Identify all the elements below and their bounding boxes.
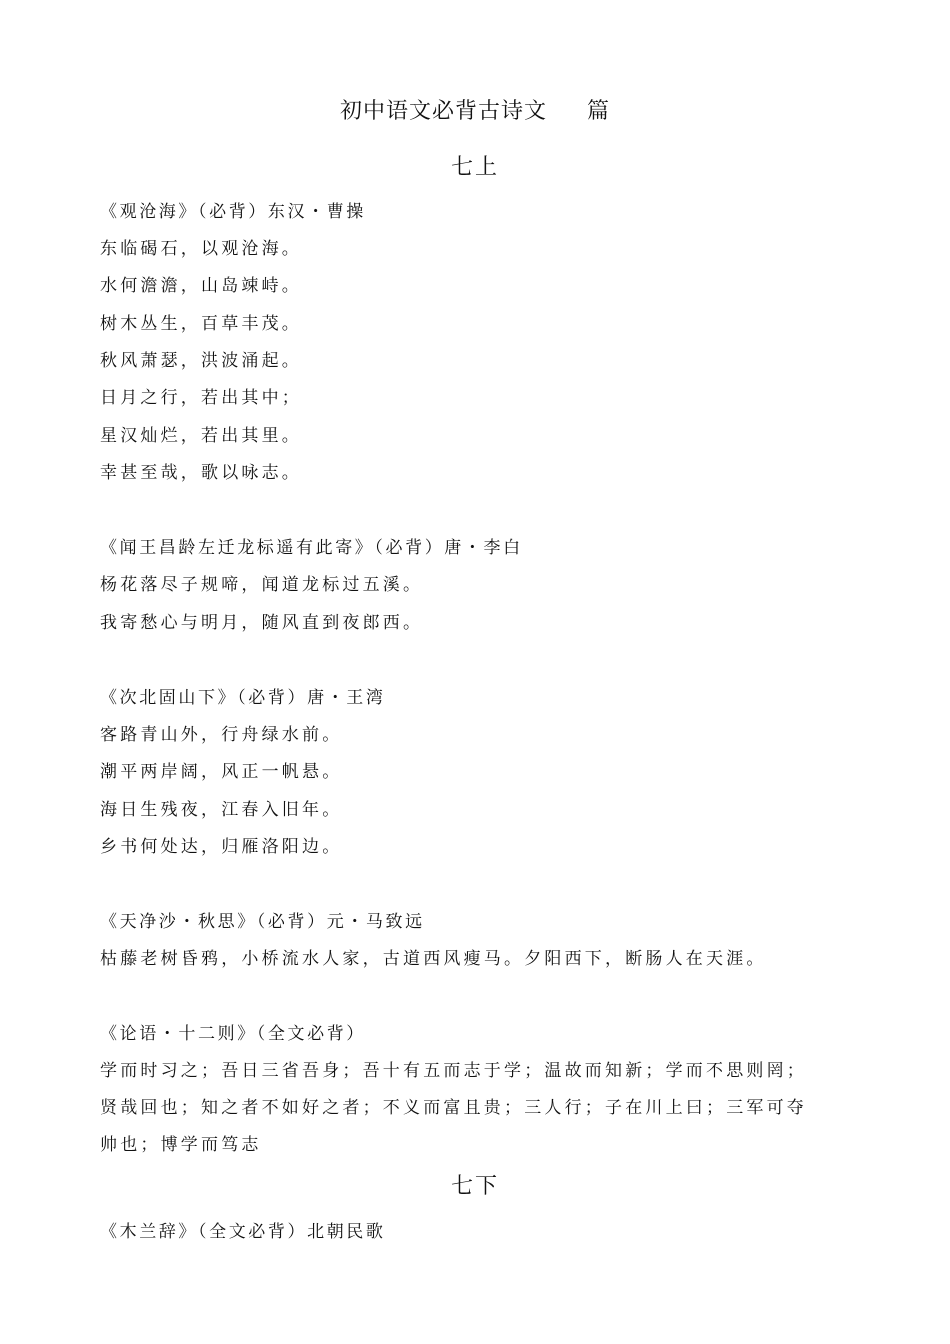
page-title <box>0 94 950 125</box>
poem-line: 客路青山外，行舟绿水前。 <box>100 725 343 745</box>
poem-line: 帅也；博学而笃志 <box>100 1135 262 1155</box>
poem-heading: 《木兰辞》（全文必背）北朝民歌 <box>100 1222 386 1242</box>
poem-line: 学而时习之；吾日三省吾身；吾十有五而志于学；温故而知新；学而不思则罔； <box>100 1061 807 1081</box>
poem-heading: 《天净沙・秋思》（必背）元・马致远 <box>100 912 425 932</box>
section-heading-grade7-second: 七下 <box>450 1174 499 1199</box>
poem-line: 日月之行，若出其中； <box>100 388 302 408</box>
title-main: 初中语文必背古诗文 <box>339 99 547 124</box>
poem-line: 乡书何处达，归雁洛阳边。 <box>100 837 343 857</box>
poem-line: 贤哉回也；知之者不如好之者；不义而富且贵；三人行；子在川上曰；三军可夺 <box>100 1098 807 1118</box>
poem-line: 潮平两岸阔，风正一帆悬。 <box>100 762 343 782</box>
poem-line: 我寄愁心与明月，随风直到夜郎西。 <box>100 613 424 633</box>
poem-heading: 《次北固山下》（必背）唐・王湾 <box>100 688 386 708</box>
poem-line: 水何澹澹，山岛竦峙。 <box>100 276 302 296</box>
poem-line: 树木丛生，百草丰茂。 <box>100 314 302 334</box>
poem-line: 东临碣石，以观沧海。 <box>100 239 302 259</box>
poem-heading: 《论语・十二则》（全文必背） <box>100 1024 366 1044</box>
poem-line: 幸甚至哉，歌以咏志。 <box>100 463 302 483</box>
poem-heading: 《观沧海》（必背）东汉・曹操 <box>100 202 366 222</box>
poem-line: 秋风萧瑟，洪波涌起。 <box>100 351 302 371</box>
poem-line: 枯藤老树昏鸦，小桥流水人家，古道西风瘦马。夕阳西下，断肠人在天涯。 <box>100 949 767 969</box>
section-heading-grade7-first: 七上 <box>450 155 499 180</box>
title-suffix: 篇 <box>587 99 611 124</box>
poem-line: 杨花落尽子规啼，闻道龙标过五溪。 <box>100 575 424 595</box>
poem-heading: 《闻王昌龄左迁龙标遥有此寄》（必背）唐・李白 <box>100 538 523 558</box>
poem-line: 星汉灿烂，若出其里。 <box>100 426 302 446</box>
poem-line: 海日生残夜，江春入旧年。 <box>100 800 343 820</box>
